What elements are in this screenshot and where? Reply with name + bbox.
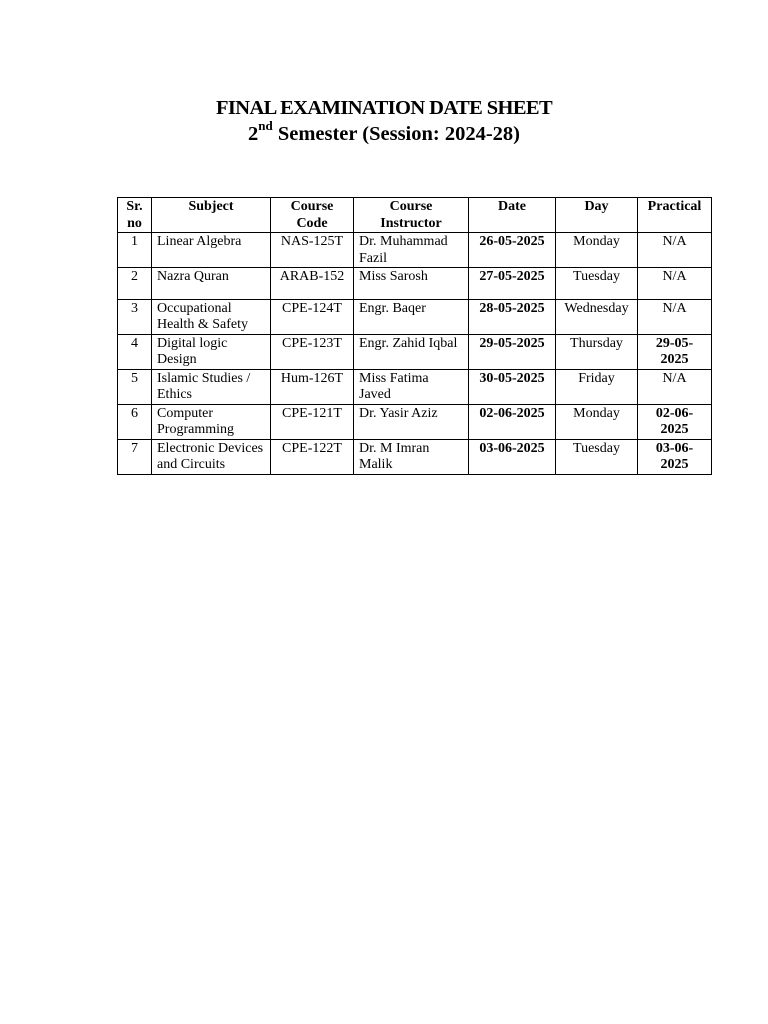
table-row — [118, 439, 712, 474]
cell-practical: N/A — [638, 369, 712, 404]
cell-instructor: Engr. Zahid Iqbal — [354, 334, 469, 369]
cell-course-code: Hum-126T — [271, 369, 354, 404]
cell-sr-no: 1 — [118, 233, 152, 268]
table-row — [118, 268, 712, 300]
header-day: Day — [556, 198, 638, 233]
date-sheet-table — [117, 197, 712, 475]
header-date: Date — [469, 198, 556, 233]
table-row — [118, 233, 712, 268]
cell-practical: N/A — [638, 268, 712, 300]
cell-date: 28-05-2025 — [469, 299, 556, 334]
cell-course-code: CPE-123T — [271, 334, 354, 369]
subtitle-semester-number: 2 — [247, 123, 259, 145]
header-sr-no: Sr. no — [118, 198, 152, 233]
cell-date: 26-05-2025 — [469, 233, 556, 268]
cell-date: 02-06-2025 — [469, 404, 556, 439]
table-row — [118, 369, 712, 404]
cell-sr-no: 3 — [118, 299, 152, 334]
cell-instructor: Dr. M Imran Malik — [354, 439, 469, 474]
cell-date: 29-05-2025 — [469, 334, 556, 369]
cell-course-code: CPE-122T — [271, 439, 354, 474]
cell-instructor: Engr. Baqer — [354, 299, 469, 334]
cell-day: Tuesday — [556, 268, 638, 300]
cell-course-code: CPE-121T — [271, 404, 354, 439]
cell-day: Tuesday — [556, 439, 638, 474]
header-course-code: Course Code — [271, 198, 354, 233]
cell-sr-no: 4 — [118, 334, 152, 369]
table-row — [118, 334, 712, 369]
cell-subject: Computer Programming — [152, 404, 271, 439]
cell-sr-no: 6 — [118, 404, 152, 439]
cell-practical: 02-06-2025 — [638, 404, 712, 439]
cell-date: 03-06-2025 — [469, 439, 556, 474]
cell-practical: 29-05-2025 — [638, 334, 712, 369]
cell-subject: Linear Algebra — [152, 233, 271, 268]
cell-subject: Islamic Studies / Ethics — [152, 369, 271, 404]
cell-date: 30-05-2025 — [469, 369, 556, 404]
cell-instructor: Miss Sarosh — [354, 268, 469, 300]
cell-sr-no: 2 — [118, 268, 152, 300]
table-row — [118, 299, 712, 334]
cell-day: Friday — [556, 369, 638, 404]
cell-course-code: NAS-125T — [271, 233, 354, 268]
table-row — [118, 404, 712, 439]
cell-sr-no: 5 — [118, 369, 152, 404]
cell-instructor: Miss Fatima Javed — [354, 369, 469, 404]
cell-subject: Digital logic Design — [152, 334, 271, 369]
subtitle-ordinal-suffix: nd — [258, 118, 273, 134]
cell-subject: Electronic Devices and Circuits — [152, 439, 271, 474]
cell-practical: N/A — [638, 233, 712, 268]
cell-sr-no: 7 — [118, 439, 152, 474]
header-practical: Practical — [638, 198, 712, 233]
cell-day: Wednesday — [556, 299, 638, 334]
document-subtitle — [0, 118, 768, 147]
header-course-instructor: Course Instructor — [354, 198, 469, 233]
cell-date: 27-05-2025 — [469, 268, 556, 300]
cell-instructor: Dr. Yasir Aziz — [354, 404, 469, 439]
cell-day: Monday — [556, 233, 638, 268]
cell-subject: Occupational Health & Safety — [152, 299, 271, 334]
cell-instructor: Dr. Muhammad Fazil — [354, 233, 469, 268]
cell-practical: N/A — [638, 299, 712, 334]
table-header-row — [118, 198, 712, 233]
cell-day: Monday — [556, 404, 638, 439]
cell-course-code: ARAB-152 — [271, 268, 354, 300]
header-subject: Subject — [152, 198, 271, 233]
cell-practical: 03-06-2025 — [638, 439, 712, 474]
cell-subject: Nazra Quran — [152, 268, 271, 300]
cell-course-code: CPE-124T — [271, 299, 354, 334]
document-title: FINAL EXAMINATION DATE SHEET — [215, 97, 553, 119]
subtitle-session-text: Semester (Session: 2024-28) — [272, 123, 520, 145]
cell-day: Thursday — [556, 334, 638, 369]
